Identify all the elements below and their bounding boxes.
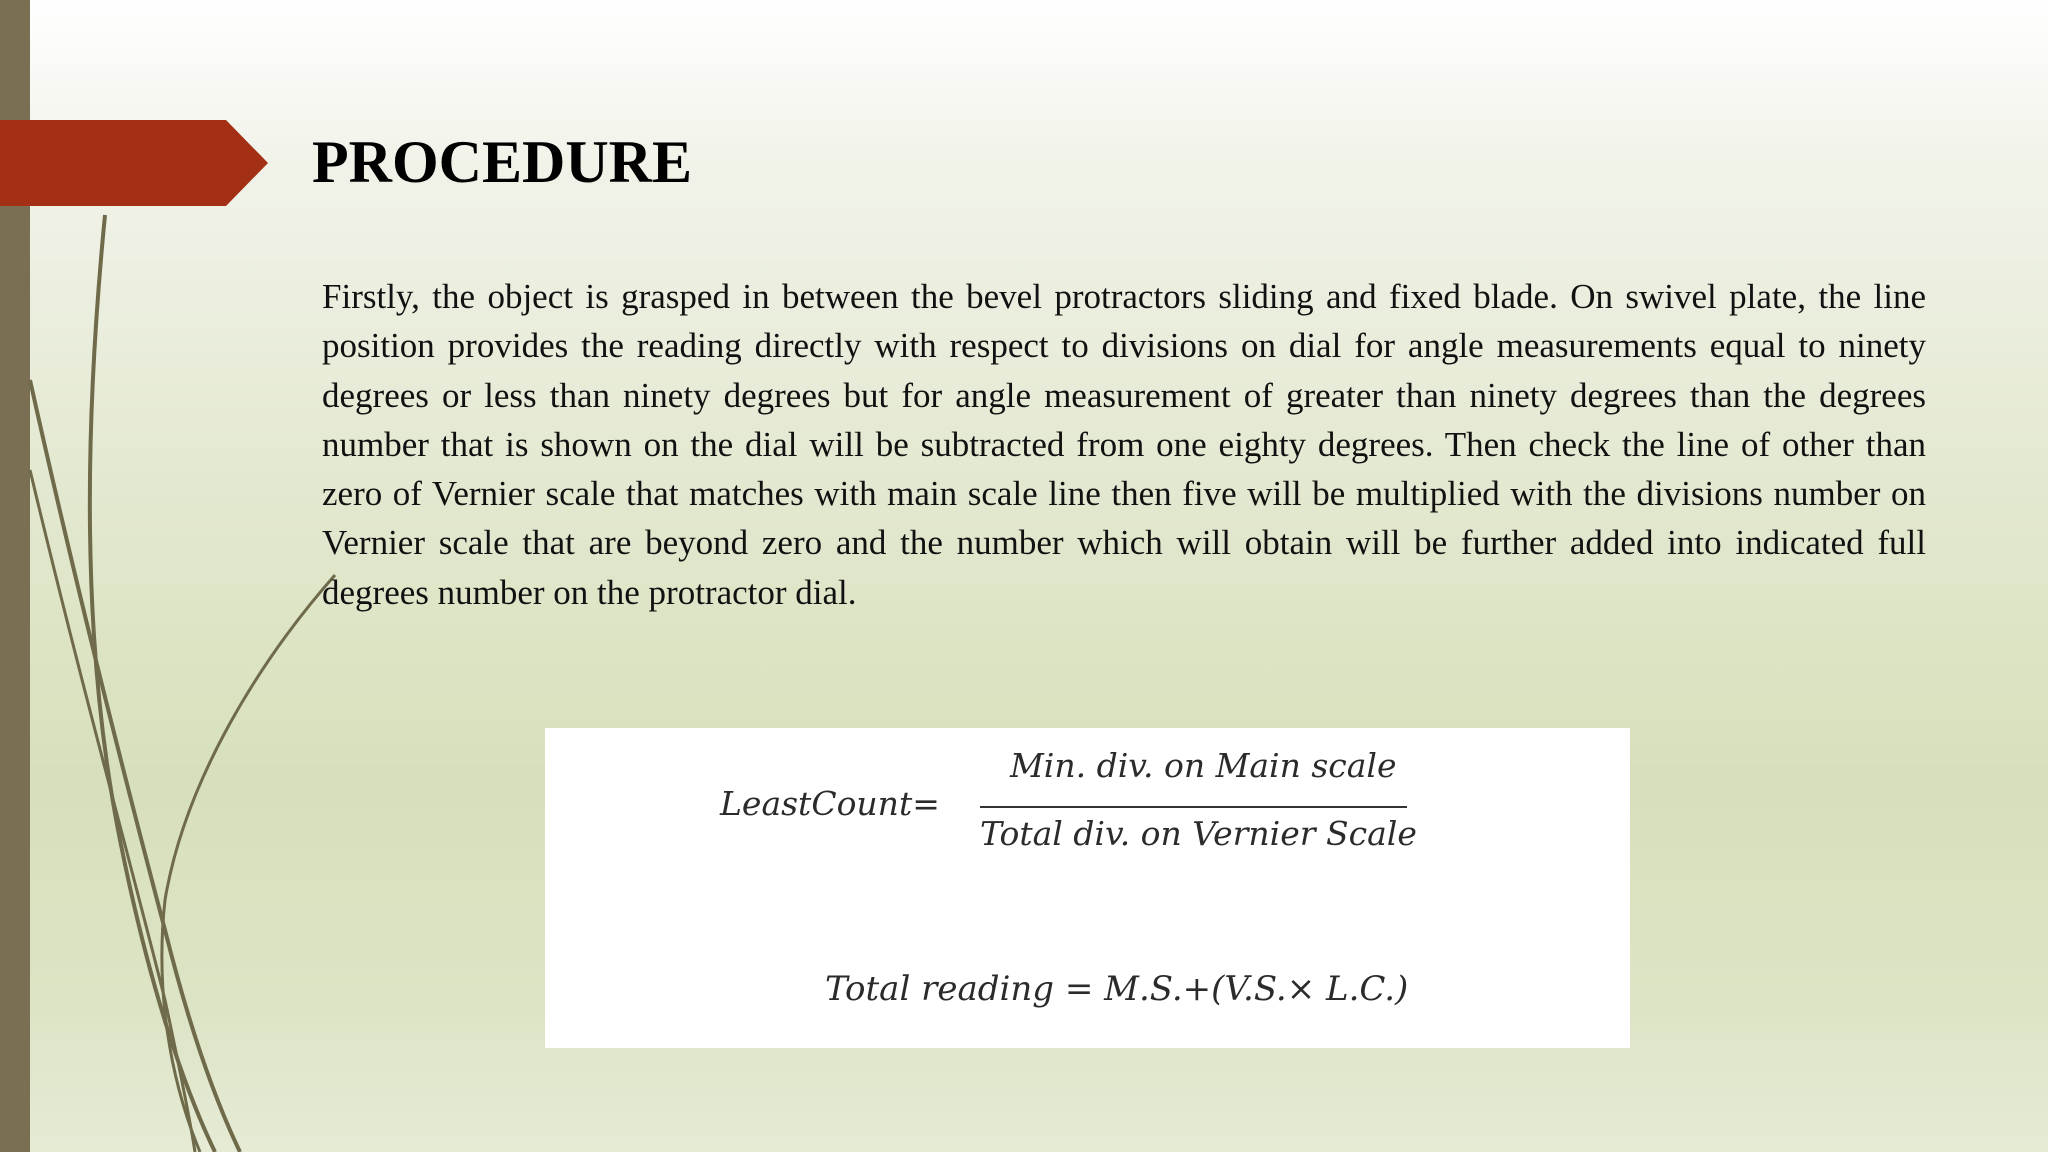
- formula-image: [545, 728, 1630, 1048]
- procedure-paragraph: Firstly, the object is grasped in between the bevel protractors sliding and fixed blade. On swivel plate, the line position provides the reading directly with respect to divisions on dial for angle measurements equal to ninety degrees or less than ninety degrees but for angle measurement of greater than ninety degrees than the degrees number that is shown on the dial will be subtracted from one eighty degrees. Then check the line of other than zero of Vernier scale that matches with main scale line then five will be multiplied with the divisions number on Vernier scale that are beyond zero and the number which will obtain will be further added into indicated full degrees number on the protractor dial.: [322, 277, 1926, 612]
- total-reading-formula: Total reading = M.S.+(V.S.× L.C.): [825, 969, 1409, 1009]
- slide-title: PROCEDURE: [312, 129, 693, 195]
- least-count-numerator: Min. div. on Main scale: [1010, 746, 1397, 785]
- least-count-label: LeastCount=: [720, 784, 940, 823]
- fraction-bar: [980, 806, 1407, 808]
- title-arrow-marker: [0, 120, 270, 206]
- least-count-denominator: Total div. on Vernier Scale: [980, 814, 1417, 853]
